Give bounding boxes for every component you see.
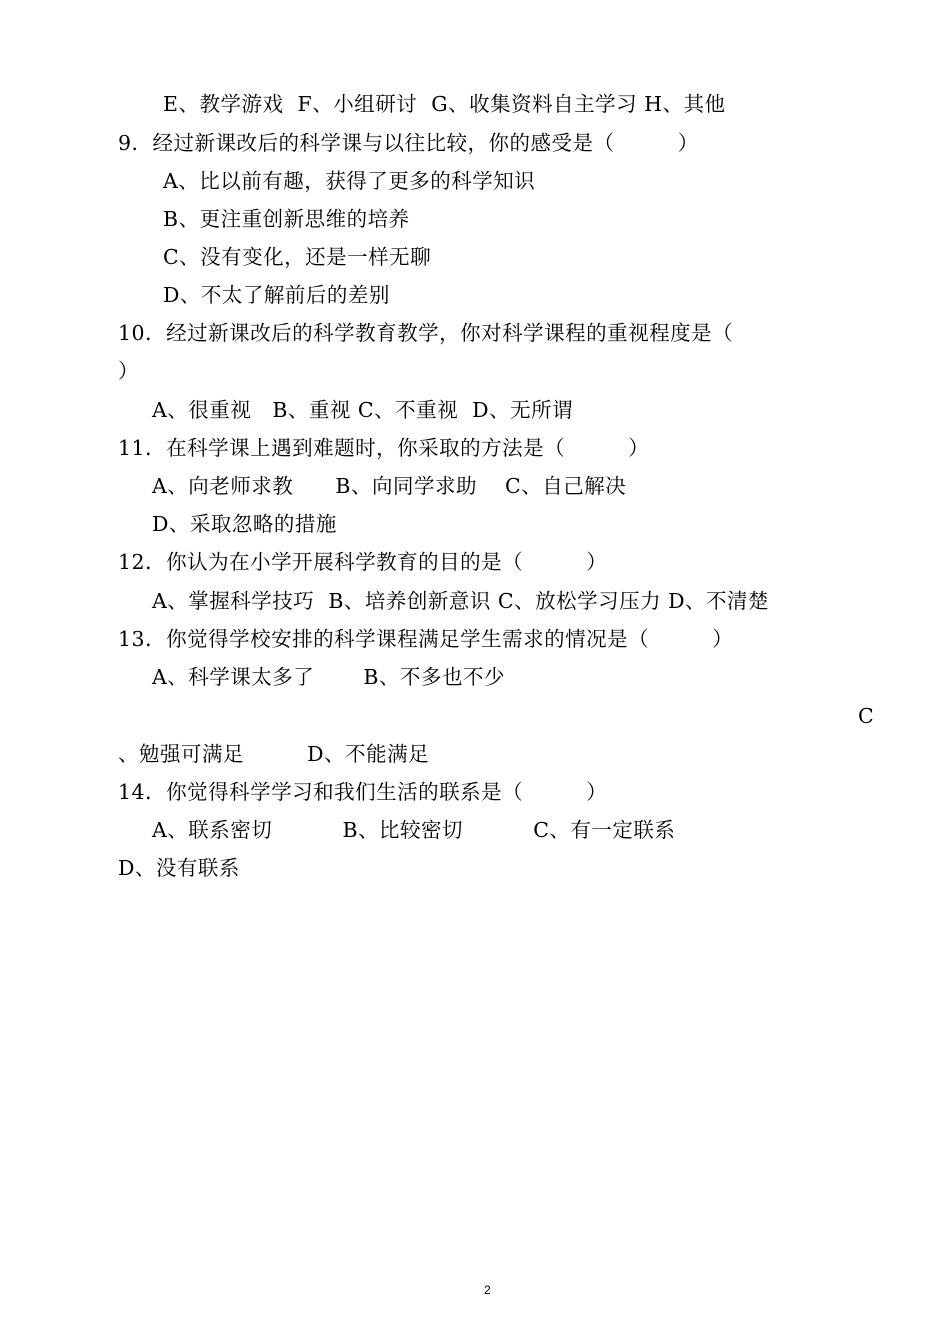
question-12: 12．你认为在小学开展科学教育的目的是（ ） xyxy=(118,550,608,574)
options-10: A、很重视 B、重视 C、不重视 D、无所谓 xyxy=(152,398,574,422)
option-14-d: D、没有联系 xyxy=(118,856,240,880)
option-9-d: D、不太了解前后的差别 xyxy=(163,283,390,307)
options-13-ab: A、科学课太多了 B、不多也不少 xyxy=(152,665,505,689)
question-14: 14．你觉得科学学习和我们生活的联系是（ ） xyxy=(118,780,608,804)
question-10-continued: ） xyxy=(118,359,139,383)
options-14-abc: A、联系密切 B、比较密切 C、有一定联系 xyxy=(152,818,676,842)
option-13-c-letter: C xyxy=(858,704,875,728)
option-9-a: A、比以前有趣，获得了更多的科学知识 xyxy=(163,169,536,193)
question-10: 10．经过新课改后的科学教育教学，你对科学课程的重视程度是（ xyxy=(118,321,734,345)
options-12: A、掌握科学技巧 B、培养创新意识 C、放松学习压力 D、不清楚 xyxy=(152,589,770,613)
option-line-8-efgh: E、教学游戏 F、小组研讨 G、收集资料自主学习 H、其他 xyxy=(163,92,726,116)
option-11-d: D、采取忽略的措施 xyxy=(152,512,337,536)
question-13: 13．你觉得学校安排的科学课程满足学生需求的情况是（ ） xyxy=(118,627,734,651)
option-9-c: C、没有变化，还是一样无聊 xyxy=(163,245,432,269)
option-9-b: B、更注重创新思维的培养 xyxy=(163,207,410,231)
question-11: 11．在科学课上遇到难题时，你采取的方法是（ ） xyxy=(118,436,650,460)
page-number: 2 xyxy=(484,1283,491,1297)
options-11-abc: A、向老师求教 B、向同学求助 C、自己解决 xyxy=(152,474,627,498)
options-13-cd: 、勉强可满足 D、不能满足 xyxy=(118,742,430,766)
question-9: 9．经过新课改后的科学课与以往比较，你的感受是（ ） xyxy=(118,131,699,155)
